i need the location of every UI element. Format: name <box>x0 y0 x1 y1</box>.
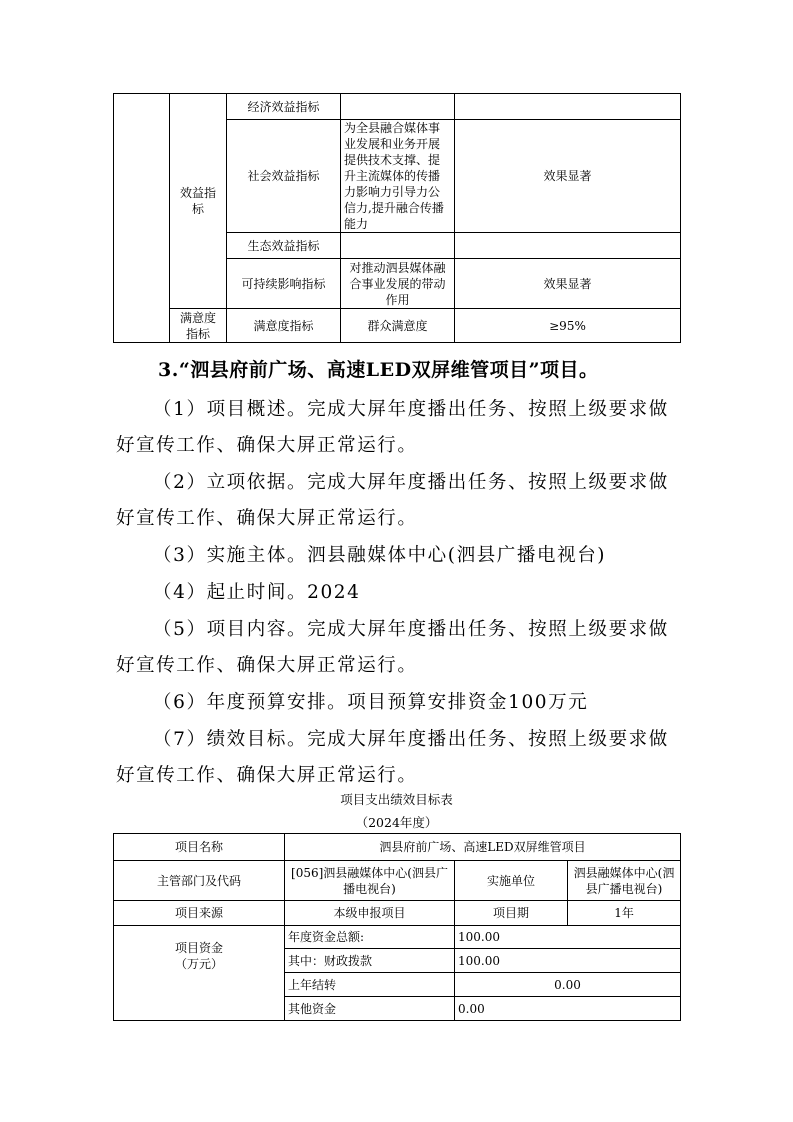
ecological-content <box>341 233 455 259</box>
funds-fiscal-label: 其中：财政拨款 <box>285 949 455 973</box>
funds-total-value: 100.00 <box>455 926 681 949</box>
paragraph-goal: （7）绩效目标。完成大屏年度播出任务、按照上级要求做好宣传工作、确保大屏正常运行。 <box>116 729 669 786</box>
table-year: （2024年度） <box>355 815 438 830</box>
sustainable-value: 效果显著 <box>455 259 681 309</box>
period-label: 项目期 <box>455 901 568 926</box>
section-heading: 3.“泗县府前广场、高速LED双屏维管项目”项目。 <box>158 359 599 381</box>
impl-value: 泗县融媒体中心(泗县广播电视台) <box>568 861 681 901</box>
paragraph-period: （4）起止时间。2024 <box>153 582 361 603</box>
social-content: 为全县融合媒体事业发展和业务开展提供技术支撑、提升主流媒体的传播力影响力引导力公信力,提升融合传播能力 <box>341 120 455 233</box>
source-label: 项目来源 <box>114 901 285 926</box>
funds-carryover-label: 上年结转 <box>285 973 455 997</box>
economic-label: 经济效益指标 <box>227 94 341 120</box>
impl-label: 实施单位 <box>455 861 568 901</box>
economic-content <box>341 94 455 120</box>
project-name-value: 泗县府前广场、高速LED双屏维管项目 <box>285 834 681 861</box>
dept-value: [056]泗县融媒体中心(泗县广播电视台) <box>285 861 455 901</box>
dept-label: 主管部门及代码 <box>114 861 285 901</box>
source-value: 本级申报项目 <box>285 901 455 926</box>
benefit-category: 效益指标 <box>170 94 227 309</box>
paragraph-overview: （1）项目概述。完成大屏年度播出任务、按照上级要求做好宣传工作、确保大屏正常运行。 <box>116 399 669 456</box>
satisfaction-content: 群众满意度 <box>341 309 455 343</box>
sustainable-content: 对推动泗县媒体融合事业发展的带动作用 <box>341 259 455 309</box>
paragraph-content: （5）项目内容。完成大屏年度播出任务、按照上级要求做好宣传工作、确保大屏正常运行。 <box>116 619 669 676</box>
paragraph-entity: （3）实施主体。泗县融媒体中心(泗县广播电视台) <box>153 545 607 566</box>
project-name-label: 项目名称 <box>114 834 285 861</box>
table-caption: 项目支出绩效目标表 <box>340 792 453 807</box>
paragraph-basis: （2）立项依据。完成大屏年度播出任务、按照上级要求做好宣传工作、确保大屏正常运行。 <box>116 472 669 529</box>
ecological-label: 生态效益指标 <box>227 233 341 259</box>
sustainable-label: 可持续影响指标 <box>227 259 341 309</box>
satisfaction-label: 满意度指标 <box>227 309 341 343</box>
paragraph-budget: （6）年度预算安排。项目预算安排资金100万元 <box>153 692 589 713</box>
economic-value <box>455 94 681 120</box>
satisfaction-category: 满意度指标 <box>170 309 227 343</box>
performance-target-table <box>113 833 681 1021</box>
benefit-indicator-table <box>113 93 681 343</box>
blank-first-column <box>114 94 170 343</box>
satisfaction-value: ≥95% <box>455 309 681 343</box>
funds-other-value: 0.00 <box>455 997 681 1021</box>
funds-carryover-value: 0.00 <box>455 973 681 997</box>
funds-other-label: 其他资金 <box>285 997 455 1021</box>
social-value: 效果显著 <box>455 120 681 233</box>
social-label: 社会效益指标 <box>227 120 341 233</box>
funds-fiscal-value: 100.00 <box>455 949 681 973</box>
period-value: 1年 <box>568 901 681 926</box>
ecological-value <box>455 233 681 259</box>
funds-label: 项目资金 （万元） <box>114 926 285 1021</box>
funds-total-label: 年度资金总额: <box>285 926 455 949</box>
